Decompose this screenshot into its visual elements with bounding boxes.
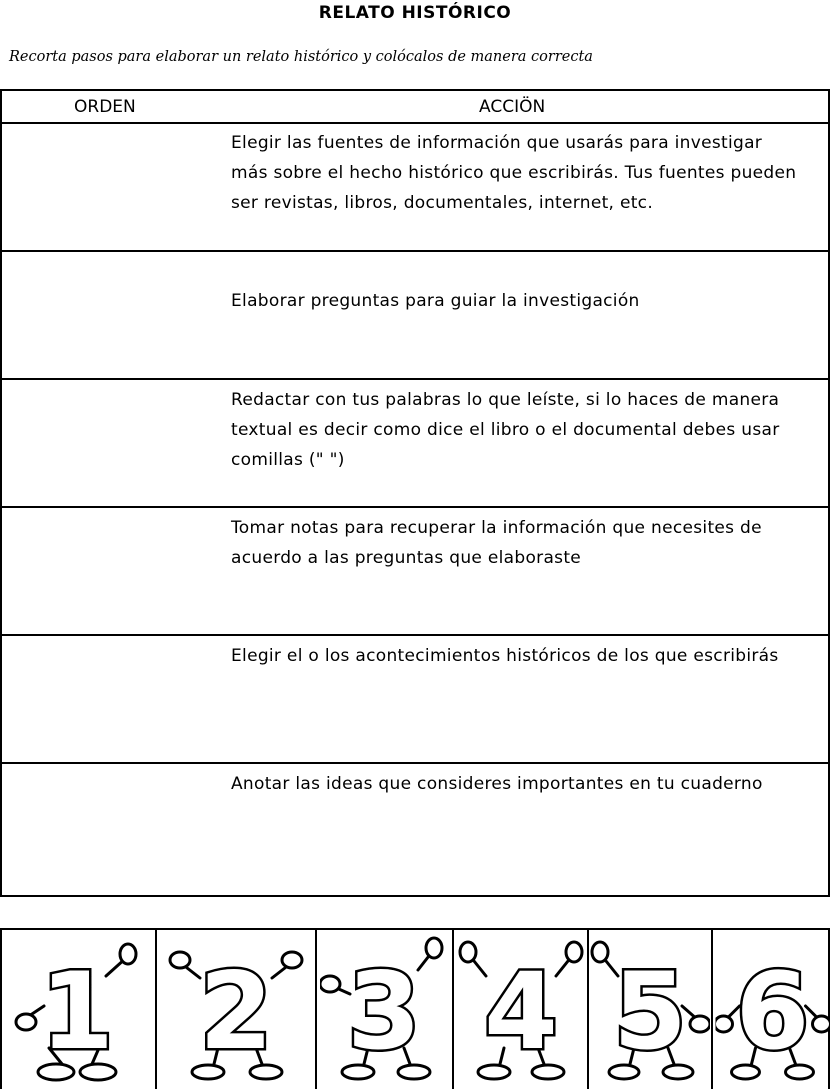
table-row xyxy=(2,764,828,892)
number-character-icon xyxy=(320,936,450,1086)
number-character-icon xyxy=(715,936,830,1086)
number-glyph: 6 xyxy=(735,950,809,1073)
order-cell xyxy=(2,252,222,378)
number-cards-table xyxy=(0,928,830,1089)
number-card[interactable] xyxy=(317,930,454,1089)
action-text: Elegir el o los acontecimientos históricos de los que escribirás xyxy=(231,646,779,666)
order-cell xyxy=(2,636,222,762)
number-glyph: 1 xyxy=(39,950,114,1073)
table-row xyxy=(2,124,828,252)
table-row xyxy=(2,508,828,636)
action-text: Redactar con tus palabras lo que leíste, si lo haces de manera textual es decir como dice el libro o el documental debes usar comillas (" ") xyxy=(231,390,780,470)
number-card[interactable] xyxy=(157,930,317,1089)
page-title: RELATO HISTÓRICO xyxy=(318,3,512,23)
number-card[interactable] xyxy=(454,930,589,1089)
action-text: Elaborar preguntas para guiar la investigación xyxy=(231,291,640,311)
number-glyph: 2 xyxy=(199,950,273,1073)
order-cell xyxy=(2,124,222,250)
order-cell xyxy=(2,508,222,634)
number-character-icon xyxy=(14,936,144,1086)
number-character-icon xyxy=(166,936,306,1086)
steps-table xyxy=(0,89,830,897)
number-glyph: 3 xyxy=(346,950,421,1073)
table-header xyxy=(2,91,828,124)
number-card[interactable] xyxy=(2,930,157,1089)
order-cell xyxy=(2,380,222,506)
number-glyph: 4 xyxy=(483,950,558,1073)
number-glyph: 5 xyxy=(613,950,687,1073)
table-row xyxy=(2,380,828,508)
number-character-icon xyxy=(456,936,586,1086)
order-cell xyxy=(2,764,222,892)
header-accion: ACCIÖN xyxy=(479,97,546,117)
table-row xyxy=(2,636,828,764)
table-row xyxy=(2,252,828,380)
number-card[interactable] xyxy=(589,930,713,1089)
action-text: Anotar las ideas que consideres importantes en tu cuaderno xyxy=(231,774,763,794)
instructions: Recorta pasos para elaborar un relato histórico y colócalos de manera correcta xyxy=(9,49,593,65)
action-text: Elegir las fuentes de información que usarás para investigar más sobre el hecho histórico que escribirás. Tus fuentes pueden ser revistas, libros, documentales, internet, etc. xyxy=(231,133,797,213)
header-orden: ORDEN xyxy=(74,97,136,117)
number-card[interactable] xyxy=(713,930,830,1089)
number-character-icon xyxy=(590,936,710,1086)
action-text: Tomar notas para recuperar la información que necesites de acuerdo a las preguntas que elaboraste xyxy=(231,518,762,568)
